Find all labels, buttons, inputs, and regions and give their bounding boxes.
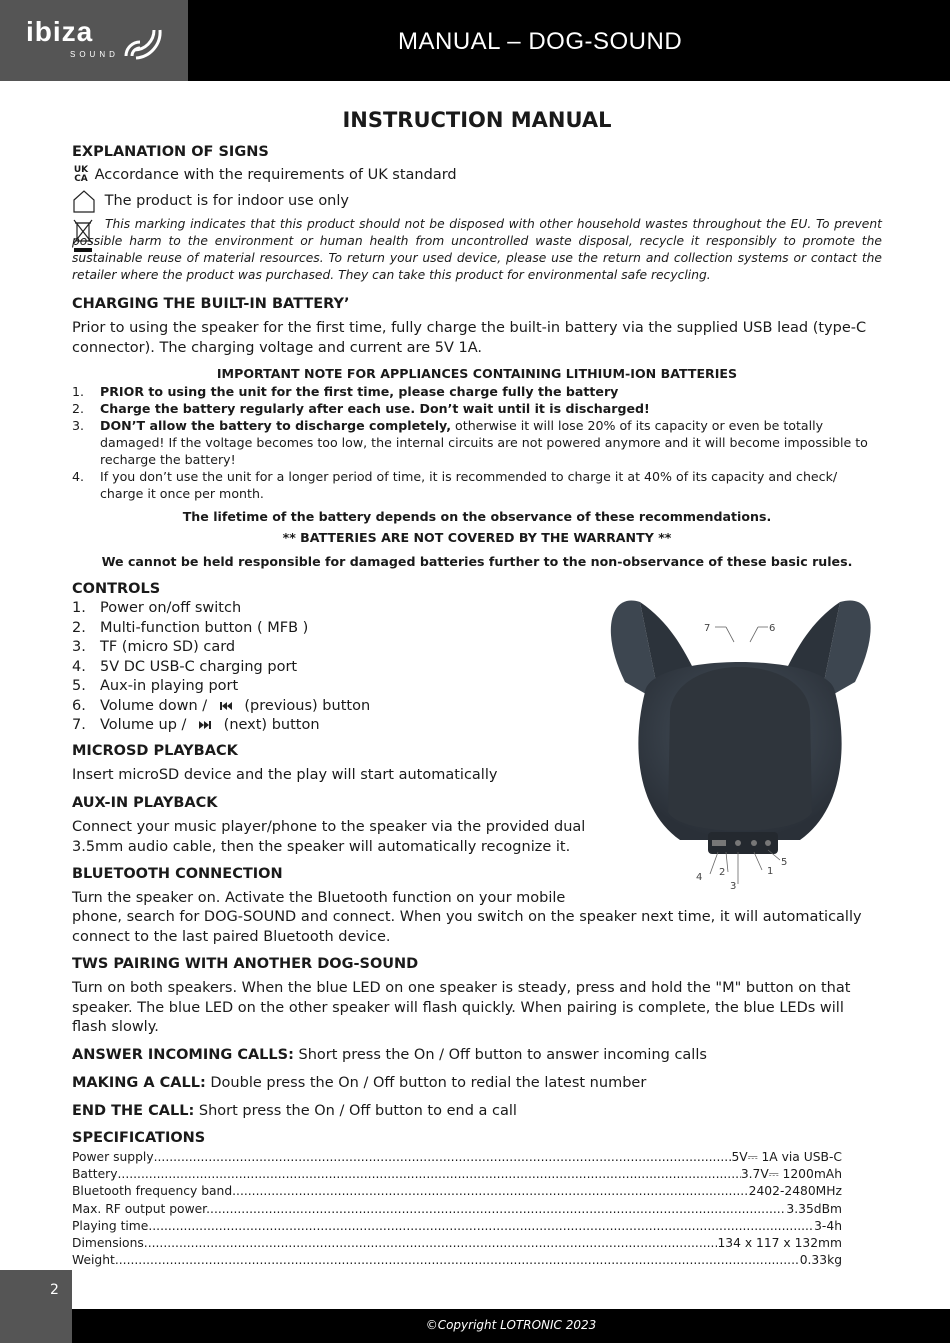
- next-icon: [191, 719, 219, 731]
- aux-line-2: 3.5mm audio cable, then the speaker will automatically recognize it.: [72, 839, 571, 855]
- list-item: 3. TF (micro SD) card: [72, 639, 236, 655]
- aux-line-1: Connect your music player/phone to the speaker via the provided dual: [72, 819, 586, 835]
- list-item: 2. Multi-function button ( MFB ): [72, 619, 309, 636]
- brand-logo: [0, 0, 188, 81]
- bluetooth-heading: BLUETOOTH CONNECTION: [72, 866, 283, 882]
- list-item: 1. PRIOR to using the unit for the first time, please charge fully the battery: [72, 384, 619, 399]
- weee-text: This marking indicates that this product should not be disposed with other household wastes throughout the EU. To prevent possible harm to the environment or human health from uncontrolled waste disposal, recycle it responsibly to promote the sustainable reuse of material resources. To return your used device, please use the return and collection systems or contact the retailer where the product was purchased. They can take this product for environmental safe recycling.: [72, 217, 882, 282]
- list-item: 4. 5V DC USB-C charging port: [72, 658, 298, 675]
- indoor-text: The product is for indoor use only: [104, 193, 349, 209]
- battery-list: [72, 383, 872, 502]
- ukca-row: [72, 166, 457, 186]
- charging-text: Prior to using the speaker for the first time, fully charge the built-in battery via the supplied USB lead (type-C connector). The charging voltage and current are 5V 1A.: [72, 320, 867, 356]
- ukca-text: Accordance with the requirements of UK standard: [94, 167, 457, 183]
- callout-3: 3: [730, 881, 737, 892]
- logo-wordmark: ibiza: [26, 16, 94, 47]
- spec-row: Weight ..... 0.33kg: [72, 1252, 842, 1269]
- callout-5: 5: [781, 857, 788, 868]
- list-item: 1. Power on/off switch: [72, 600, 242, 616]
- speaker-product-image: [600, 592, 880, 892]
- callout-6: 6: [769, 623, 776, 634]
- spec-row: Bluetooth frequency band ..... 2402-2480MHz: [72, 1183, 842, 1200]
- callout-4: 4: [696, 872, 703, 883]
- microsd-heading: MICROSD PLAYBACK: [72, 743, 238, 759]
- bluetooth-text: phone, search for DOG-SOUND and connect. When you switch on the speaker next time, it will automatically connect to the last paired Bluetooth device.: [72, 909, 862, 945]
- page-header: [0, 0, 950, 81]
- lifetime-note: The lifetime of the battery depends on the observance of these recommendations.: [182, 509, 772, 524]
- page-number-box: [0, 1270, 72, 1343]
- callout-2: 2: [719, 867, 726, 878]
- warranty-note: ** BATTERIES ARE NOT COVERED BY THE WARRANTY **: [282, 530, 672, 545]
- microsd-text: Insert microSD device and the play will start automatically: [72, 767, 498, 783]
- spec-row: Battery ..... 3.7V⎓ 1200mAh: [72, 1166, 842, 1183]
- list-item: 4. If you don’t use the unit for a longer period of time, it is recommended to charge it at 40% of its capacity and check/ charge it once per month.: [72, 469, 838, 501]
- callout-1: 1: [767, 866, 774, 877]
- sound-waves-icon: [122, 22, 164, 62]
- copyright-text: ©Copyright LOTRONIC 2023: [425, 1318, 597, 1332]
- spec-row: Power supply ..... 5V⎓ 1A via USB-C: [72, 1149, 842, 1166]
- indoor-row: [72, 189, 349, 213]
- list-item: 3. DON’T allow the battery to discharge completely, otherwise it will lose 20% of its capacity or even be totally damaged! If the voltage becomes too low, the internal circuits are not powered anymore and it will become impossible to recharge the battery!: [72, 418, 868, 467]
- previous-icon: [212, 700, 240, 712]
- list-item: 7. Volume up / (next) button: [72, 717, 320, 733]
- controls-list: [72, 599, 370, 736]
- responsibility-note: We cannot be held responsible for damaged batteries further to the non-observance of these basic rules.: [101, 554, 853, 569]
- specs-heading: SPECIFICATIONS: [72, 1130, 206, 1146]
- list-item: 6. Volume down / (previous) button: [72, 697, 371, 714]
- bluetooth-line-1: Turn the speaker on. Activate the Bluetooth function on your mobile: [72, 890, 566, 906]
- list-item: 2. Charge the battery regularly after each use. Don’t wait until it is discharged!: [72, 401, 650, 416]
- controls-heading: CONTROLS: [72, 581, 161, 597]
- end-call: END THE CALL: Short press the On / Off button to end a call: [72, 1103, 517, 1119]
- callout-7: 7: [704, 623, 711, 634]
- aux-heading: AUX-IN PLAYBACK: [72, 795, 218, 811]
- spec-row: Playing time ..... 3-4h: [72, 1218, 842, 1235]
- logo-subtitle: SOUND: [70, 50, 119, 59]
- spec-row: Dimensions ..... 134 x 117 x 132mm: [72, 1235, 842, 1252]
- page-number: 2: [50, 1282, 59, 1298]
- page-footer: [72, 1309, 950, 1343]
- charging-heading: CHARGING THE BUILT-IN BATTERY’: [72, 296, 350, 312]
- making-call: MAKING A CALL: Double press the On / Off button to redial the latest number: [72, 1075, 647, 1091]
- signs-heading: EXPLANATION OF SIGNS: [72, 144, 269, 160]
- page-title: INSTRUCTION MANUAL: [342, 108, 612, 132]
- answer-calls: ANSWER INCOMING CALLS: Short press the On / Off button to answer incoming calls: [72, 1047, 707, 1063]
- spec-row: Max. RF output power. ..... 3.35dBm: [72, 1201, 842, 1218]
- list-item: 5. Aux-in playing port: [72, 678, 239, 694]
- tws-text: Turn on both speakers. When the blue LED on one speaker is steady, press and hold the "M" button on that speaker. The blue LED on the other speaker will flash quickly. When pairing is complete, the blue LEDs will flash slowly.: [72, 980, 851, 1035]
- header-title: MANUAL – DOG-SOUND: [398, 28, 683, 55]
- house-icon: [72, 189, 96, 213]
- lithium-note-heading: IMPORTANT NOTE FOR APPLIANCES CONTAINING LITHIUM-ION BATTERIES: [216, 366, 738, 381]
- specs-table: [72, 1149, 842, 1269]
- tws-heading: TWS PAIRING WITH ANOTHER DOG-SOUND: [72, 956, 419, 972]
- ukca-icon: UK CA: [73, 165, 89, 184]
